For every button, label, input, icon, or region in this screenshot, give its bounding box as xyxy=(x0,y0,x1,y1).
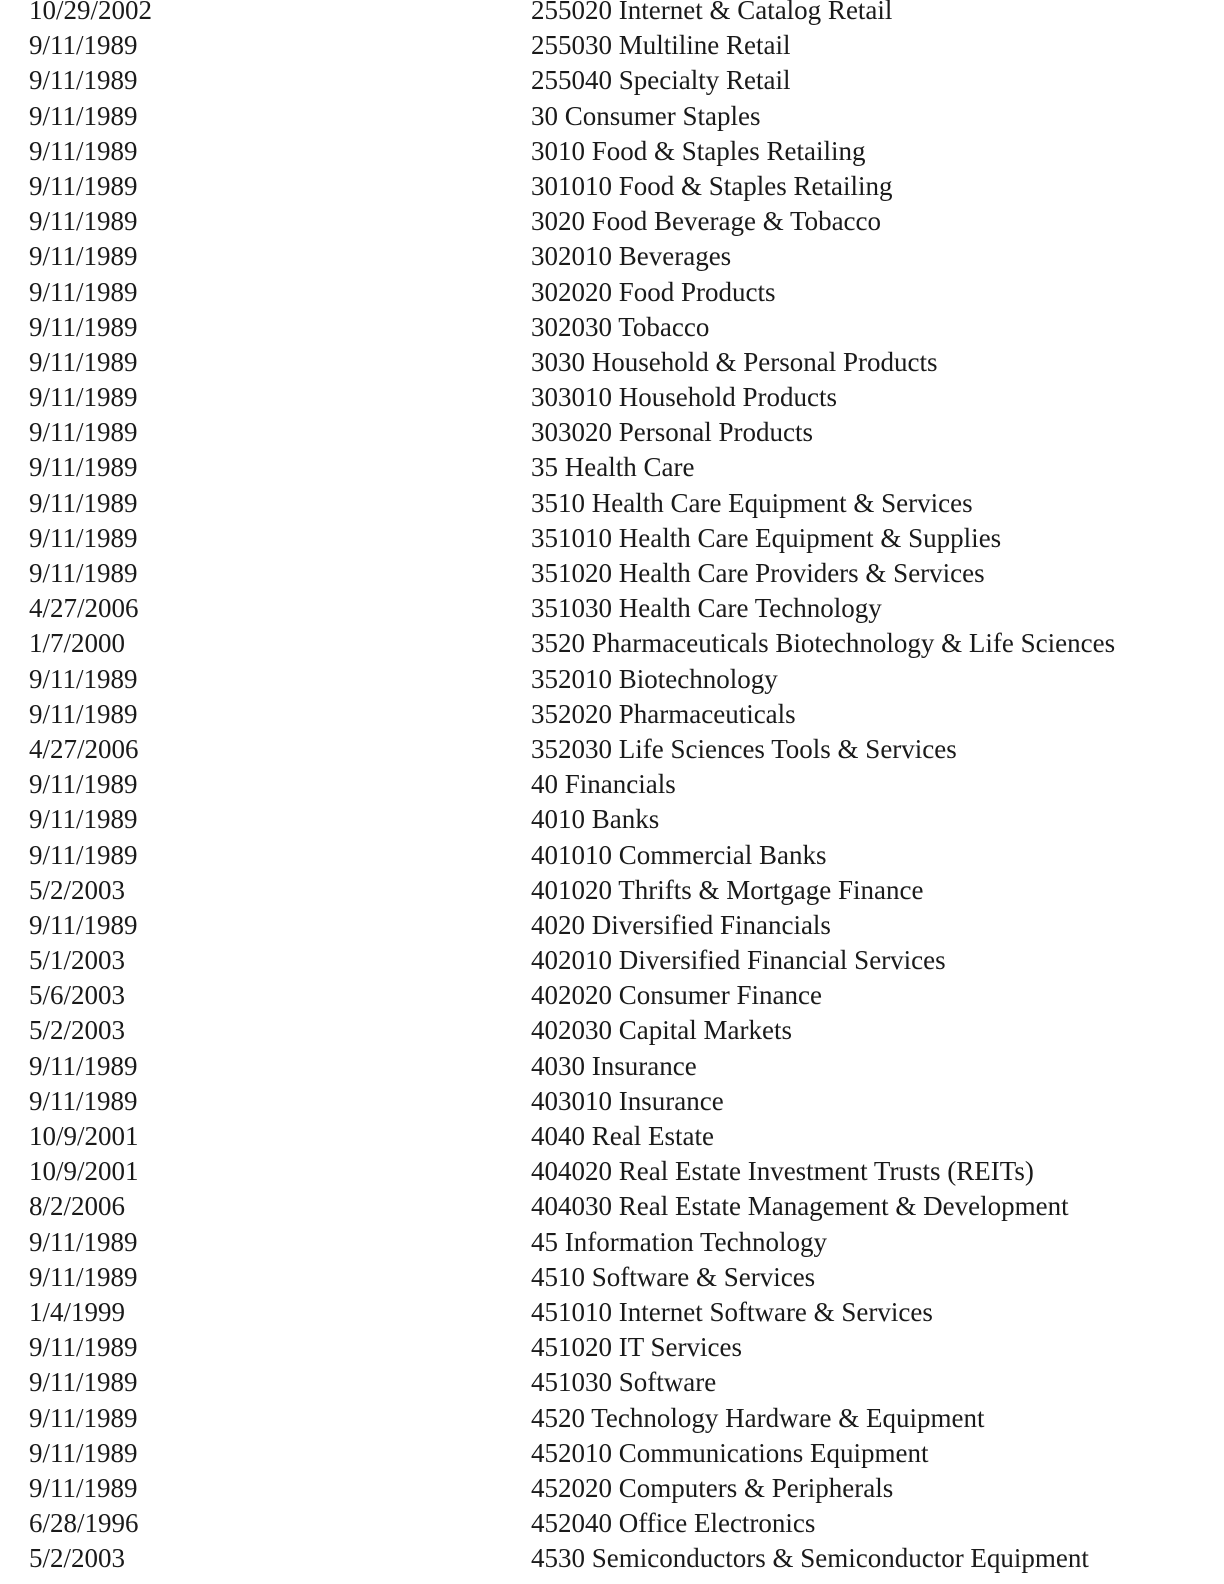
row-entry: 45 Information Technology xyxy=(531,1226,828,1257)
row-date: 9/11/1989 xyxy=(29,558,138,588)
table-row xyxy=(0,873,1224,908)
row-entry: 4510 Software & Services xyxy=(531,1261,816,1292)
row-entry: 301010 Food & Staples Retailing xyxy=(531,170,893,201)
row-date: 9/11/1989 xyxy=(29,522,138,553)
table-row xyxy=(0,275,1224,310)
table-row xyxy=(0,415,1224,450)
row-entry: 3020 Food Beverage & Tobacco xyxy=(531,206,882,237)
row-entry: 452020 Computers & Peripherals xyxy=(531,1472,894,1503)
row-entry: 35 Health Care xyxy=(531,452,695,483)
row-entry: 30 Consumer Staples xyxy=(531,100,761,131)
table-row xyxy=(0,486,1224,521)
row-date: 9/11/1989 xyxy=(29,663,138,694)
row-date: 1/4/1999 xyxy=(29,1296,126,1327)
row-date: 9/11/1989 xyxy=(29,804,138,835)
row-entry: 452040 Office Electronics xyxy=(531,1508,816,1539)
row-entry: 302020 Food Products xyxy=(531,276,776,307)
row-entry: 3520 Pharmaceuticals Biotechnology & Life Sciences xyxy=(531,628,1116,659)
row-date: 9/11/1989 xyxy=(29,1402,138,1433)
table-row xyxy=(0,1330,1224,1365)
row-date: 9/11/1989 xyxy=(29,1085,138,1116)
row-entry: 352020 Pharmaceuticals xyxy=(531,698,796,729)
table-row xyxy=(0,380,1224,415)
row-date: 9/11/1989 xyxy=(29,1261,138,1292)
row-date: 9/11/1989 xyxy=(29,698,138,729)
table-row xyxy=(0,1401,1224,1436)
table-row xyxy=(0,1154,1224,1189)
table-row xyxy=(0,802,1224,837)
row-entry: 40 Financials xyxy=(531,769,676,800)
table-row xyxy=(0,1365,1224,1400)
row-date: 5/6/2003 xyxy=(29,980,126,1011)
table-row xyxy=(0,1013,1224,1048)
table-row xyxy=(0,0,1224,28)
table-row xyxy=(0,204,1224,239)
table-row xyxy=(0,908,1224,943)
row-entry: 451020 IT Services xyxy=(531,1332,742,1363)
table-row xyxy=(0,99,1224,134)
table-row xyxy=(0,1049,1224,1084)
row-date: 9/11/1989 xyxy=(29,1226,138,1257)
row-entry: 302030 Tobacco xyxy=(531,311,710,342)
row-date: 10/9/2001 xyxy=(29,1121,139,1151)
row-date: 9/11/1989 xyxy=(29,1332,138,1363)
row-date: 5/2/2003 xyxy=(29,874,126,905)
table-row xyxy=(0,1084,1224,1119)
row-date: 9/11/1989 xyxy=(29,839,138,870)
table-row xyxy=(0,662,1224,697)
table-row xyxy=(0,1225,1224,1260)
row-entry: 351030 Health Care Technology xyxy=(531,593,882,624)
row-entry: 255020 Internet & Catalog Retail xyxy=(531,0,893,25)
row-date: 5/2/2003 xyxy=(29,1543,126,1574)
row-entry: 3510 Health Care Equipment & Services xyxy=(531,487,973,518)
row-date: 10/29/2002 xyxy=(29,0,153,25)
row-date: 9/11/1989 xyxy=(29,170,138,201)
row-date: 9/11/1989 xyxy=(29,1437,138,1468)
row-date: 9/11/1989 xyxy=(29,1050,138,1081)
row-entry: 351020 Health Care Providers & Services xyxy=(531,558,985,588)
table-row xyxy=(0,1506,1224,1541)
table-row xyxy=(0,591,1224,626)
table-row xyxy=(0,134,1224,169)
row-entry: 402010 Diversified Financial Services xyxy=(531,945,946,976)
table-row xyxy=(0,626,1224,661)
row-entry: 4520 Technology Hardware & Equipment xyxy=(531,1402,985,1433)
row-date: 9/11/1989 xyxy=(29,30,138,61)
row-entry: 404030 Real Estate Management & Development xyxy=(531,1191,1069,1222)
row-entry: 404020 Real Estate Investment Trusts (REITs) xyxy=(531,1156,1034,1187)
row-entry: 255030 Multiline Retail xyxy=(531,30,791,61)
table-row xyxy=(0,310,1224,345)
table-row xyxy=(0,1119,1224,1154)
row-date: 9/11/1989 xyxy=(29,417,138,448)
row-entry: 401010 Commercial Banks xyxy=(531,839,827,870)
row-entry: 402030 Capital Markets xyxy=(531,1015,792,1046)
table-row xyxy=(0,169,1224,204)
row-date: 9/11/1989 xyxy=(29,241,138,272)
row-entry: 3030 Household & Personal Products xyxy=(531,346,938,377)
row-date: 8/2/2006 xyxy=(29,1191,126,1222)
table-row xyxy=(0,767,1224,802)
row-date: 9/11/1989 xyxy=(29,65,138,96)
row-date: 9/11/1989 xyxy=(29,909,138,940)
row-date: 9/11/1989 xyxy=(29,206,138,237)
table-row xyxy=(0,1471,1224,1506)
row-date: 5/2/2003 xyxy=(29,1015,126,1046)
row-date: 9/11/1989 xyxy=(29,311,138,342)
row-date: 9/11/1989 xyxy=(29,487,138,518)
table-row xyxy=(0,1260,1224,1295)
row-date: 9/11/1989 xyxy=(29,382,138,413)
row-date: 9/11/1989 xyxy=(29,1472,138,1503)
table-row xyxy=(0,838,1224,873)
row-entry: 303010 Household Products xyxy=(531,382,837,413)
row-date: 5/1/2003 xyxy=(29,945,126,976)
row-date: 9/11/1989 xyxy=(29,452,138,483)
row-entry: 401020 Thrifts & Mortgage Finance xyxy=(531,874,924,905)
row-date: 9/11/1989 xyxy=(29,135,138,166)
row-entry: 255040 Specialty Retail xyxy=(531,65,791,96)
table-row xyxy=(0,978,1224,1013)
table-row xyxy=(0,450,1224,485)
row-date: 10/9/2001 xyxy=(29,1156,139,1187)
row-date: 9/11/1989 xyxy=(29,1367,138,1398)
row-entry: 352010 Biotechnology xyxy=(531,663,778,694)
row-date: 9/11/1989 xyxy=(29,276,138,307)
table-row xyxy=(0,1436,1224,1471)
table-row xyxy=(0,239,1224,274)
table-row xyxy=(0,28,1224,63)
table-row xyxy=(0,943,1224,978)
row-date: 9/11/1989 xyxy=(29,100,138,131)
row-entry: 4010 Banks xyxy=(531,804,660,835)
row-entry: 4040 Real Estate xyxy=(531,1121,714,1151)
row-date: 6/28/1996 xyxy=(29,1508,139,1539)
row-entry: 302010 Beverages xyxy=(531,241,732,272)
table-row xyxy=(0,345,1224,380)
row-date: 1/7/2000 xyxy=(29,628,126,659)
row-entry: 4530 Semiconductors & Semiconductor Equipment xyxy=(531,1543,1089,1574)
table-row xyxy=(0,1295,1224,1330)
row-date: 4/27/2006 xyxy=(29,733,139,764)
table-row xyxy=(0,1189,1224,1224)
row-entry: 351010 Health Care Equipment & Supplies xyxy=(531,522,1002,553)
row-entry: 3010 Food & Staples Retailing xyxy=(531,135,866,166)
table-row xyxy=(0,63,1224,98)
row-entry: 4020 Diversified Financials xyxy=(531,909,831,940)
row-entry: 451030 Software xyxy=(531,1367,717,1398)
row-entry: 452010 Communications Equipment xyxy=(531,1437,929,1468)
row-entry: 4030 Insurance xyxy=(531,1050,697,1081)
row-date: 9/11/1989 xyxy=(29,346,138,377)
table-row xyxy=(0,521,1224,556)
row-entry: 403010 Insurance xyxy=(531,1085,724,1116)
table-row xyxy=(0,1541,1224,1576)
row-date: 4/27/2006 xyxy=(29,593,139,624)
row-entry: 352030 Life Sciences Tools & Services xyxy=(531,733,957,764)
row-entry: 451010 Internet Software & Services xyxy=(531,1296,933,1327)
table-row xyxy=(0,697,1224,732)
row-entry: 303020 Personal Products xyxy=(531,417,813,448)
table-row xyxy=(0,556,1224,591)
table-row xyxy=(0,732,1224,767)
row-date: 9/11/1989 xyxy=(29,769,138,800)
row-entry: 402020 Consumer Finance xyxy=(531,980,822,1011)
